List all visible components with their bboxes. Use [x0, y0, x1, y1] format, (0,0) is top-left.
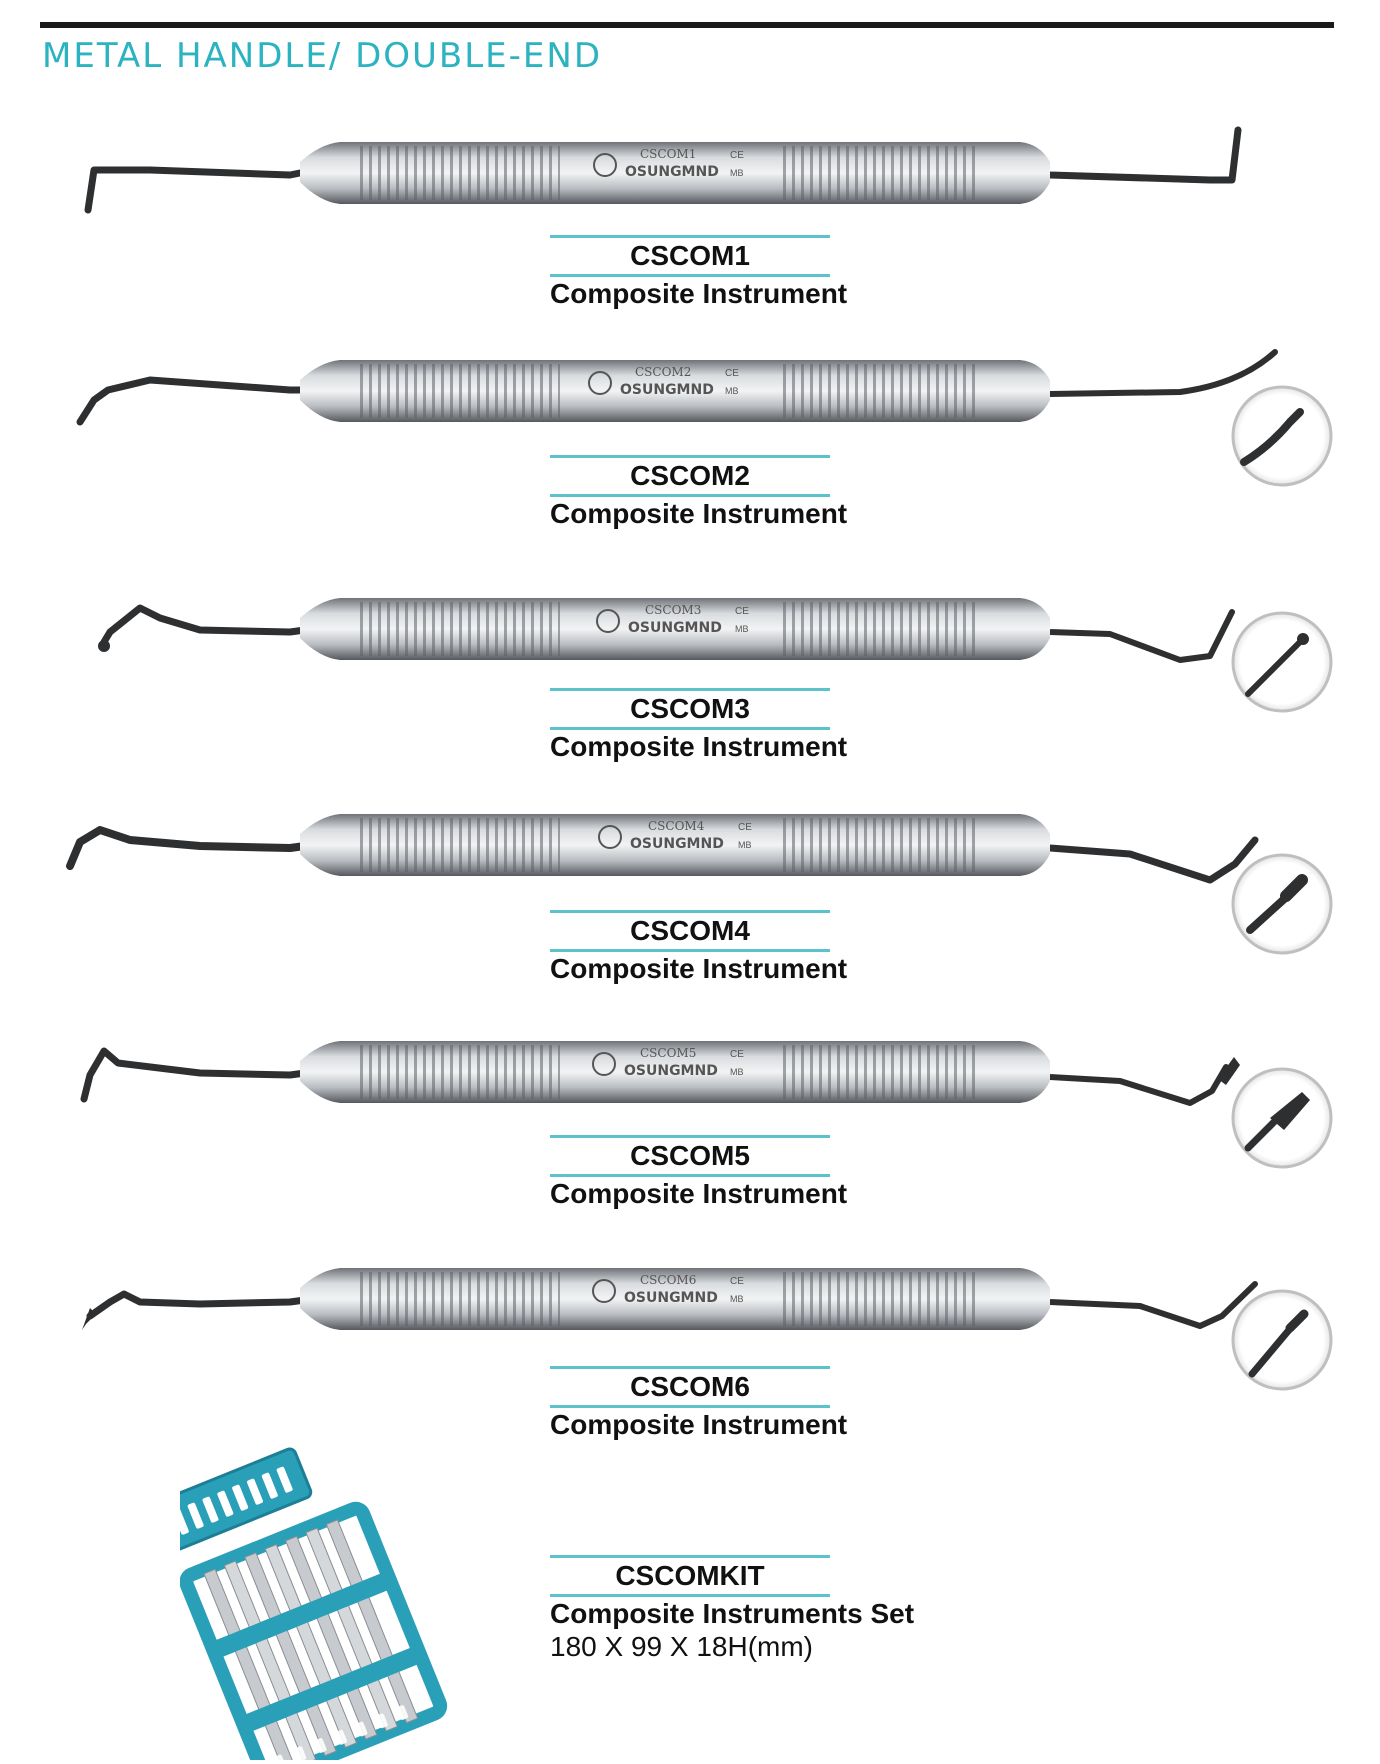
product-name: Composite Instrument [550, 1409, 848, 1440]
engraved-suffix: MB [725, 386, 739, 396]
tip-detail-circle-cscom3 [1230, 610, 1334, 714]
product-name: Composite Instrument [550, 731, 848, 762]
ce-mark: CE [730, 1276, 744, 1287]
kit-code: CSCOMKIT [615, 1560, 765, 1591]
engraved-suffix: MB [730, 1294, 744, 1304]
product-code: CSCOM1 [630, 240, 750, 271]
ce-mark: CE [738, 822, 752, 833]
engraved-suffix: MB [735, 624, 749, 634]
page-title: METAL HANDLE/ DOUBLE-END [42, 36, 603, 76]
engraved-code: CSCOM3 [645, 603, 702, 617]
instrument-image [0, 110, 1380, 230]
engraved-suffix: MB [730, 1067, 744, 1077]
instrument-image [0, 780, 1380, 900]
product-name: Composite Instrument [550, 953, 848, 984]
top-rule [40, 22, 1334, 28]
engraved-brand: OSUNGMND [625, 164, 719, 180]
engraved-code: CSCOM4 [648, 819, 705, 833]
instrument-image [0, 1230, 1380, 1350]
product-code: CSCOM2 [630, 460, 750, 491]
engraved-code: CSCOM1 [640, 147, 697, 161]
product-label [550, 688, 950, 764]
product-label [550, 1135, 950, 1211]
tip-detail-circle-cscom4 [1230, 852, 1334, 956]
instrument-cassette-image [180, 1420, 500, 1760]
product-label [550, 1366, 950, 1442]
engraved-code: CSCOM5 [640, 1046, 697, 1060]
ce-mark: CE [730, 1049, 744, 1060]
product-code: CSCOM5 [630, 1140, 750, 1171]
product-label [550, 235, 950, 311]
kit-dimensions: 180 X 99 X 18H(mm) [550, 1631, 813, 1662]
product-label [550, 455, 950, 531]
product-code: CSCOM6 [630, 1371, 750, 1402]
engraved-brand: OSUNGMND [624, 1290, 718, 1306]
engraved-brand: OSUNGMND [620, 382, 714, 398]
engraved-code: CSCOM6 [640, 1273, 697, 1287]
product-name: Composite Instrument [550, 278, 848, 309]
engraved-suffix: MB [738, 840, 752, 850]
instrument-image [0, 560, 1380, 680]
kit-label [550, 1555, 950, 1663]
tip-detail-circle-cscom2 [1230, 384, 1334, 488]
engraved-brand: OSUNGMND [628, 620, 722, 636]
engraved-suffix: MB [730, 168, 744, 178]
engraved-brand: OSUNGMND [624, 1063, 718, 1079]
product-name: Composite Instrument [550, 1178, 848, 1209]
product-code: CSCOM3 [630, 693, 750, 724]
product-code: CSCOM4 [630, 915, 750, 946]
tip-detail-circle-cscom6 [1230, 1288, 1334, 1392]
tip-detail-circle-cscom5 [1230, 1066, 1334, 1170]
product-label [550, 910, 950, 986]
kit-name: Composite Instruments Set [550, 1598, 915, 1629]
ce-mark: CE [725, 368, 739, 379]
instrument-image [0, 1005, 1380, 1125]
product-name: Composite Instrument [550, 498, 848, 529]
ce-mark: CE [730, 150, 744, 161]
engraved-code: CSCOM2 [635, 365, 692, 379]
ce-mark: CE [735, 606, 749, 617]
engraved-brand: OSUNGMND [630, 836, 724, 852]
instrument-image [0, 330, 1380, 450]
